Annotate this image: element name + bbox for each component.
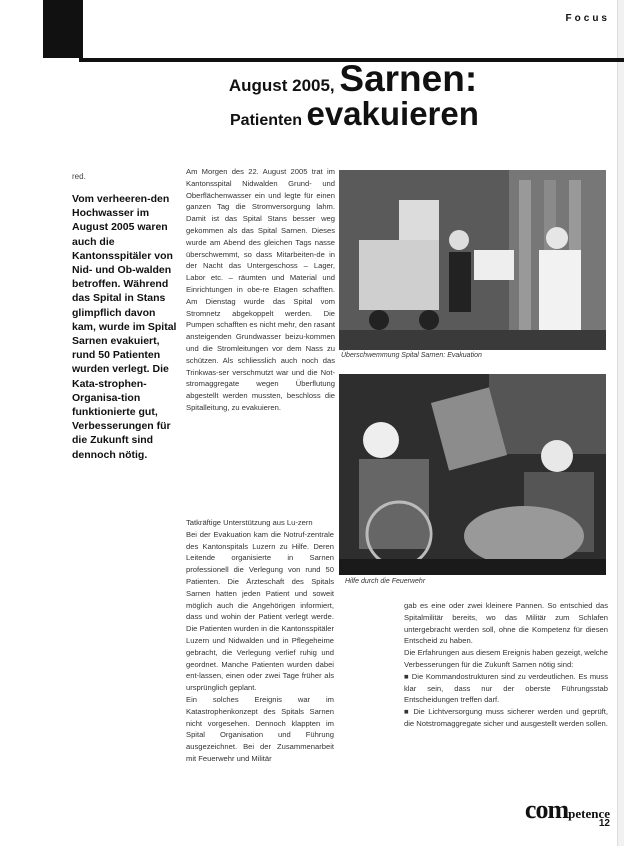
- body-paragraph: Am Morgen des 22. August 2005 trat im Kantonsspital Nidwalden Grund- und Oberflächenwasser ein und legte für einen ganzen Tag die Stromversorgung lahm. Damit ist das Spital Stans besser weg gekommen als das Spital Sarnen. Dieses wurde am Abend des gleichen Tags nasse überschwemmt, so dass Mitarbeiten-de in der Nacht das Untergeschoss – Lager, Labor etc. – räumten und Material und Einrichtungen in obe-re Etagen schafften. Am Dienstag wurde das Spital vom Stromnetz abgekoppelt werden. Die Pumpen schafften es nicht mehr, den rasant ansteigenden Grundwasser beizu-kommen und die Stromleitungen vor dem Nass zu schützen. Als schliesslich auch noch das Trinkwas-ser verschmutzt war und die Not-stromaggregate wegen Überflutung abgestellt werden mussten, beschloss die Spitalleitung, zu evakuieren.: [186, 167, 335, 412]
- logo-suffix: petence: [568, 806, 610, 821]
- headline-place: Sarnen:: [339, 58, 478, 99]
- section-label: Focus: [565, 13, 610, 24]
- subheading: Tatkräftige Unterstützung aus Lu-zern: [186, 518, 313, 527]
- byline: red.: [72, 172, 86, 181]
- article-column-3: [404, 600, 608, 730]
- body-paragraph: Bei der Evakuation kam die Notruf-zentrale des Kantonspitals Luzern zu Hilfe. Deren Leitende organisierte in Sarnen professionell die Verlegung von rund 50 Patienten. Die Ärzteschaft des Spitals Sarnen hatten jeden Patient und soweit möglich auch die Angehörigen informiert, dass und wohin der Patient verlegt werde. Die Patienten wurden in die Kantonsspitäler Luzern und Nidwalden und in Pflegeheime gebracht, die Verlegung verlief ruhig und geordnet. Manche Patienten wurden dabei ent-lassen, einen oder zwei Tage früher als ursprünglich geplant.: [186, 529, 334, 693]
- photo-evacuation: [339, 170, 606, 350]
- body-paragraph: gab es eine oder zwei kleinere Pannen. So entschied das Spitalmilitär bereits, wo das Militär zum Schlafen untergebracht werden soll, ohne die Kompetenz für diesen Entscheid zu haben.: [404, 601, 608, 646]
- lead-paragraph: Vom verheeren-den Hochwasser im August 2005 waren auch die Kantonsspitäler von Nid- und Ob-walden betroffen. Während das Spital in Stans glimpflich davon kam, wurde im Spital Sarnen evakuiert, rund 50 Patienten wurden verlegt. Die Kata-strophen-Organisa-tion funktionierte gut, Verbesserungen für die Zukunft sind dennoch nötig.: [72, 193, 177, 461]
- headline-line1: [188, 58, 518, 100]
- headline-action: evakuieren: [306, 95, 479, 132]
- competence-logo: [525, 795, 610, 825]
- page-edge: [617, 0, 624, 846]
- logo-prefix: com: [524, 795, 569, 824]
- headline-subject: Patienten: [230, 112, 307, 129]
- body-paragraph: Die Erfahrungen aus diesem Ereignis haben gezeigt, welche Verbesserungen für die Zukunft Sarnen nötig sind:: [404, 648, 608, 669]
- body-paragraph: Ein solches Ereignis war im Katastrophenkonzept des Spitals Sarnen nicht vorgesehen. Dennoch klappten im Spital Organisation und Führung ausgezeichnet. Bei der Zusammenarbeit mit Feuerwehr und Militär: [186, 694, 334, 763]
- corner-block: [43, 0, 80, 58]
- corner-rule-vertical: [79, 0, 83, 58]
- photo-caption: Überschwemmung Spital Sarnen: Evakuation: [341, 352, 482, 359]
- headline-date: August 2005,: [228, 76, 340, 95]
- photo-evacuation-illustration: [339, 170, 606, 350]
- bullet-item: ■ Die Kommandostrukturen sind zu verdeutlichen. Es muss klar sein, dass nur der oberste Führungsstab Entscheidungen treffen darf.: [404, 671, 608, 705]
- bullet-item: ■ Die Lichtversorgung muss sicherer werden und geprüft, die Notstromaggregate sicher und ausgestellt werden sollen.: [404, 707, 608, 728]
- article-column-2: [186, 517, 334, 765]
- article-column-1: [186, 166, 335, 414]
- page-number: 12: [598, 818, 610, 829]
- photo-firefighters-illustration: [339, 374, 606, 575]
- headline-line2: [230, 95, 530, 133]
- photo-caption: Hilfe durch die Feuerwehr: [345, 578, 426, 585]
- photo-firefighters: [339, 374, 606, 575]
